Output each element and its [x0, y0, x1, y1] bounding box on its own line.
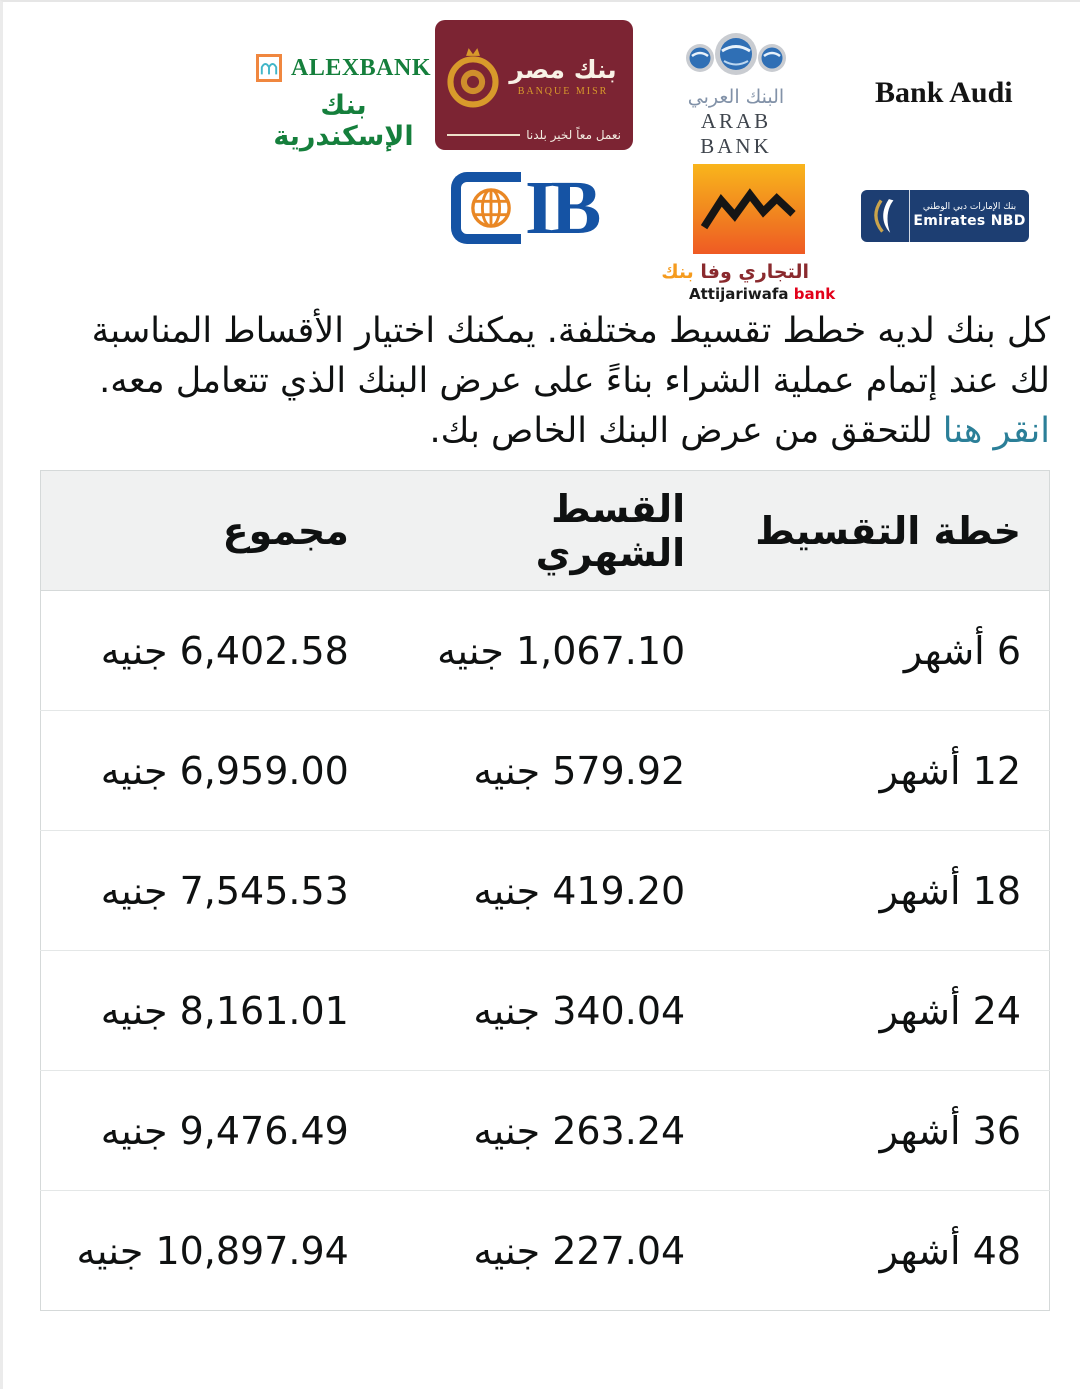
emirates-nbd-name-english: Emirates NBD — [913, 212, 1026, 229]
plan-cell: 36 أشهر — [713, 1071, 1049, 1191]
cib-globe-icon — [451, 172, 521, 244]
total-cell: 6,959.00 جنيه — [41, 711, 377, 831]
plan-cell: 12 أشهر — [713, 711, 1049, 831]
plan-cell: 48 أشهر — [713, 1191, 1049, 1311]
attijariwafa-bank-arabic: بنك — [661, 261, 694, 283]
bank-audi-logo — [875, 76, 1025, 110]
table-header-row — [41, 471, 1050, 591]
table-row — [41, 1191, 1050, 1311]
banque-misr-emblem-icon — [447, 42, 499, 112]
intro-paragraph — [33, 306, 1050, 456]
total-cell: 6,402.58 جنيه — [100, 628, 349, 673]
attijariwafa-bank-english: bank — [793, 285, 836, 303]
table-row — [41, 1071, 1050, 1191]
alexbank-name-arabic: بنك الإسكندرية — [273, 90, 414, 152]
arab-bank-name-english: ARAB BANK — [700, 109, 772, 158]
alexbank-logo — [256, 54, 431, 152]
attijariwafa-name-english: Attijariwafa — [689, 285, 789, 303]
table-row — [41, 591, 1050, 711]
banque-misr-tagline: نعمل معاً لخير بلدنا — [526, 128, 621, 142]
arab-bank-name-arabic: البنك العربي — [687, 86, 785, 108]
monthly-cell: 227.04 جنيه — [377, 1191, 713, 1311]
check-bank-offer-link[interactable]: انقر هنا — [942, 411, 1050, 451]
banque-misr-logo — [435, 20, 633, 150]
plan-cell: 6 أشهر — [903, 628, 1021, 673]
attijariwafa-zigzag-icon — [693, 164, 805, 254]
arab-bank-globes-icon — [680, 65, 792, 84]
emirates-nbd-logo — [861, 190, 1029, 242]
banque-misr-name-english: BANQUE MISR — [517, 86, 609, 98]
plan-cell: 18 أشهر — [713, 831, 1049, 951]
monthly-cell: 579.92 جنيه — [377, 711, 713, 831]
banque-misr-tagline-rule — [447, 134, 520, 136]
intro-line-3-text: للتحقق من عرض البنك الخاص بك. — [429, 411, 933, 451]
intro-line-1: كل بنك لديه خطط تقسيط مختلفة. يمكنك اختيار الأقساط المناسبة — [91, 311, 1050, 351]
attijariwafa-name-arabic: التجاري وفا — [700, 261, 809, 283]
intro-line-2: لك عند إتمام عملية الشراء بناءً على عرض البنك الذي تتعامل معه. — [99, 361, 1050, 401]
monthly-cell: 340.04 جنيه — [377, 951, 713, 1071]
header-monthly-installment: القسط الشهري — [377, 471, 713, 591]
banque-misr-name-arabic: بنك مصر — [509, 54, 617, 84]
arab-bank-logo — [661, 30, 811, 159]
cib-wordmark: IB — [525, 165, 598, 250]
emirates-nbd-leaf-icon — [861, 190, 910, 242]
total-cell: 9,476.49 جنيه — [41, 1071, 377, 1191]
table-row — [41, 831, 1050, 951]
installment-plans-table — [40, 470, 1050, 1311]
alexbank-aqueduct-icon — [256, 54, 282, 82]
table-row — [41, 951, 1050, 1071]
emirates-nbd-name-arabic: بنك الإمارات دبي الوطني — [922, 202, 1017, 213]
attijariwafa-logo — [661, 164, 836, 303]
total-cell: 7,545.53 جنيه — [41, 831, 377, 951]
table-row — [41, 711, 1050, 831]
cib-logo — [451, 165, 598, 250]
total-cell: 10,897.94 جنيه — [41, 1191, 377, 1311]
monthly-cell: 263.24 جنيه — [377, 1071, 713, 1191]
alexbank-name: ALEXBANK — [290, 54, 432, 81]
monthly-cell: 419.20 جنيه — [377, 831, 713, 951]
monthly-cell: 1,067.10 جنيه — [437, 628, 686, 673]
intro-line-3 — [33, 406, 1050, 456]
header-installment-plan: خطة التقسيط — [713, 471, 1049, 591]
total-cell: 8,161.01 جنيه — [41, 951, 377, 1071]
header-total: مجموع — [41, 471, 377, 591]
bank-audi-wordmark: Bank Audi — [875, 76, 1013, 109]
bank-logos-section — [3, 18, 1080, 303]
plan-cell: 24 أشهر — [713, 951, 1049, 1071]
